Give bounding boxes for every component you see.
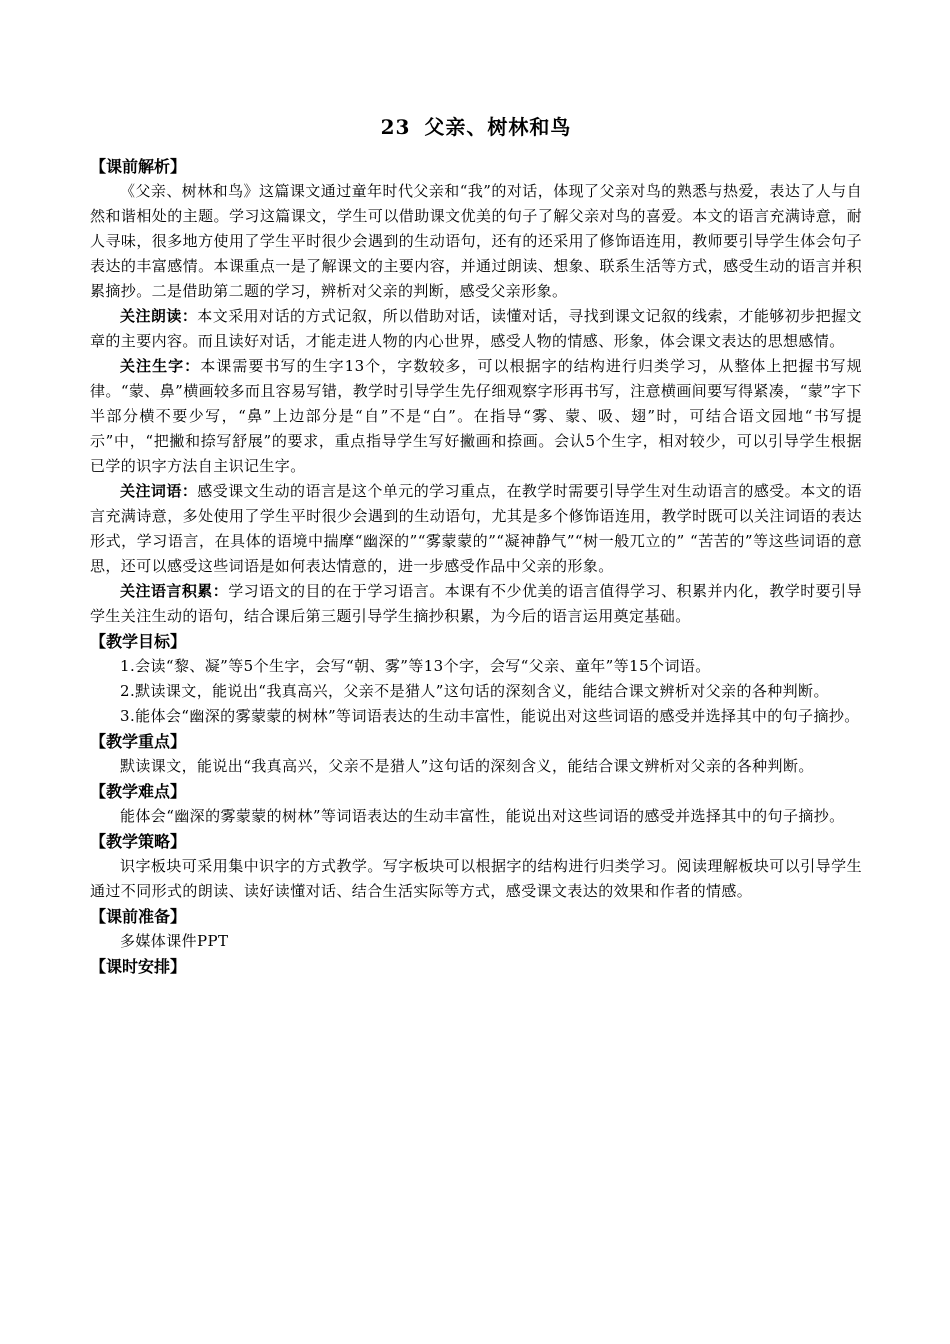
section-heading: 【教学策略】 xyxy=(90,832,187,851)
paragraph: 关注朗读：本文采用对话的方式记叙，所以借助对话，读懂对话，寻找到课文记叙的线索，才能够初步把握文章的主要内容。而且读好对话，才能走进人物的内心世界，感受人物的情感、形象，体会课文表达的思想感情。 xyxy=(90,307,862,350)
paragraph: 关注词语：感受课文生动的语言是这个单元的学习重点，在教学时需要引导学生对生动语言的感受。本文的语言充满诗意，多处使用了学生平时很少会遇到的生动语句，尤其是多个修饰语连用，教学时既可以关注词语的表达形式，学习语言，在具体的语境中揣摩“幽深的”“雾蒙蒙的”“凝神静气”“树一般兀立的” “苦苦的”等这些词语的意思，还可以感受这些词语是如何表达情意的，进一步感受作品中父亲的形象。 xyxy=(90,482,862,575)
paragraph: 《父亲、树林和鸟》这篇课文通过童年时代父亲和“我”的对话，体现了父亲对鸟的熟悉与热爱，表达了人与自然和谐相处的主题。学习这篇课文，学生可以借助课文优美的句子了解父亲对鸟的喜爱。本文的语言充满诗意，耐人寻味，很多地方使用了学生平时很少会遇到的生动语句，还有的还采用了修饰语连用，教师要引导学生体会句子表达的丰富感情。本课重点一是了解课文的主要内容，并通过朗读、想象、联系生活等方式，感受生动的语言并积累摘抄。二是借助第二题的学习，辨析对父亲的判断，感受父亲形象。 xyxy=(90,182,862,300)
section-difficulties xyxy=(90,779,862,829)
paragraph: 关注语言积累：学习语文的目的在于学习语言。本课有不少优美的语言值得学习、积累并内化，教学时要引导学生关注生动的语句，结合课后第三题引导学生摘抄积累，为今后的语言运用奠定基础。 xyxy=(90,582,862,625)
paragraph-lead: 关注语言积累： xyxy=(120,582,229,600)
section-strategy xyxy=(90,829,862,904)
paragraph: 1.会读“黎、凝”等5个生字，会写“朝、雾”等13个字，会写“父亲、童年”等15个词语。 xyxy=(120,657,711,675)
lesson-title: 父亲、树林和鸟 xyxy=(424,115,572,139)
section-preparation xyxy=(90,904,862,954)
section-pre-analysis xyxy=(90,154,862,629)
paragraph-lead: 关注朗读： xyxy=(120,307,198,325)
lesson-number: 23 xyxy=(380,115,411,139)
paragraph: 3.能体会“幽深的雾蒙蒙的树林”等词语表达的生动丰富性，能说出对这些词语的感受并选择其中的句子摘抄。 xyxy=(120,707,860,725)
section-heading: 【教学目标】 xyxy=(90,632,187,651)
section-heading: 【教学难点】 xyxy=(90,782,187,801)
section-heading: 【课前解析】 xyxy=(90,157,187,176)
paragraph: 默读课文，能说出“我真高兴，父亲不是猎人”这句话的深刻含义，能结合课文辨析对父亲的各种判断。 xyxy=(120,757,814,775)
paragraph: 2.默读课文，能说出“我真高兴，父亲不是猎人”这句话的深刻含义，能结合课文辨析对父亲的各种判断。 xyxy=(120,682,829,700)
paragraph: 关注生字：本课需要书写的生字13个，字数较多，可以根据字的结构进行归类学习，从整体上把握书写规律。“蒙、鼻”横画较多而且容易写错，教学时引导学生先仔细观察字形再书写，注意横画间要写得紧凑，“蒙”字下半部分横不要少写，“鼻”上边部分是“自”不是“白”。在指导“雾、蒙、吸、翅”时，可结合语文园地“书写提示”中，“把撇和捺写舒展”的要求，重点指导学生写好撇画和捺画。会认5个生字，相对较少，可以引导学生根据已学的识字方法自主识记生字。 xyxy=(90,357,862,475)
section-schedule xyxy=(90,954,862,979)
section-heading: 【课前准备】 xyxy=(90,907,187,926)
paragraph-lead: 关注生字： xyxy=(120,357,201,375)
section-teaching-goals xyxy=(90,629,862,729)
document-title xyxy=(90,112,862,142)
paragraph-lead: 关注词语： xyxy=(120,482,198,500)
document-page xyxy=(90,112,862,979)
paragraph: 识字板块可采用集中识字的方式教学。写字板块可以根据字的结构进行归类学习。阅读理解板块可以引导学生通过不同形式的朗读、读好读懂对话、结合生活实际等方式，感受课文表达的效果和作者的情感。 xyxy=(90,857,862,900)
section-heading: 【课时安排】 xyxy=(90,957,187,976)
section-heading: 【教学重点】 xyxy=(90,732,187,751)
paragraph: 能体会“幽深的雾蒙蒙的树林”等词语表达的生动丰富性，能说出对这些词语的感受并选择其中的句子摘抄。 xyxy=(120,807,845,825)
section-key-points xyxy=(90,729,862,779)
paragraph: 多媒体课件PPT xyxy=(120,932,229,950)
